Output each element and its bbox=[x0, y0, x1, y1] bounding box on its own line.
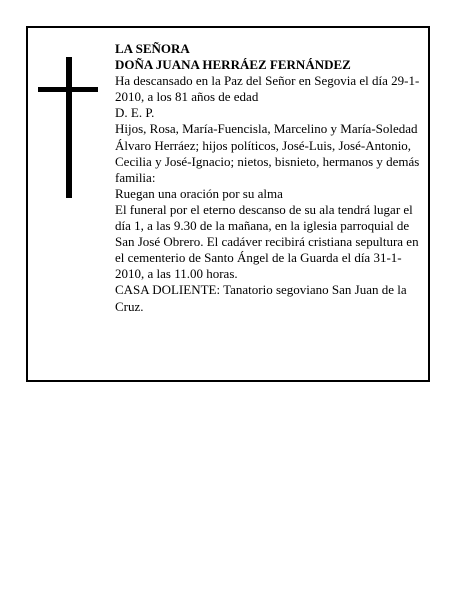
deceased-name: DOÑA JUANA HERRÁEZ FERNÁNDEZ bbox=[115, 57, 351, 73]
obituary-notice bbox=[26, 26, 430, 382]
cross-vertical-bar bbox=[66, 57, 72, 198]
rest-in-peace: D. E. P. bbox=[115, 105, 155, 121]
notice-body bbox=[115, 41, 427, 315]
family-list: Hijos, Rosa, María-Fuencisla, Marcelino y María-Soledad Álvaro Herráez; hijos políticos, José-Luis, José-Antonio, Cecilia y José-Ignacio; nietos, bisnieto, hermanos y demás familia: bbox=[115, 121, 420, 185]
funeral-details: El funeral por el eterno descanso de su ala tendrá lugar el día 1, a las 9.30 de la mañana, en la iglesia parroquial de San José Obrero. El cadáver recibirá cristiana sepultura en el cementerio de Santo Ángel de la Guarda el día 31-1-2010, a las 11.00 horas. bbox=[115, 201, 419, 282]
mourning-house: CASA DOLIENTE: Tanatorio segoviano San Juan de la Cruz. bbox=[115, 282, 407, 314]
notice-title-line1: LA SEÑORA bbox=[115, 41, 190, 56]
death-announcement: Ha descansado en la Paz del Señor en Segovia el día 29-1-2010, a los 81 años de edad bbox=[115, 73, 420, 105]
cross-horizontal-bar bbox=[38, 87, 98, 92]
prayer-request: Ruegan una oración por su alma bbox=[115, 185, 283, 201]
